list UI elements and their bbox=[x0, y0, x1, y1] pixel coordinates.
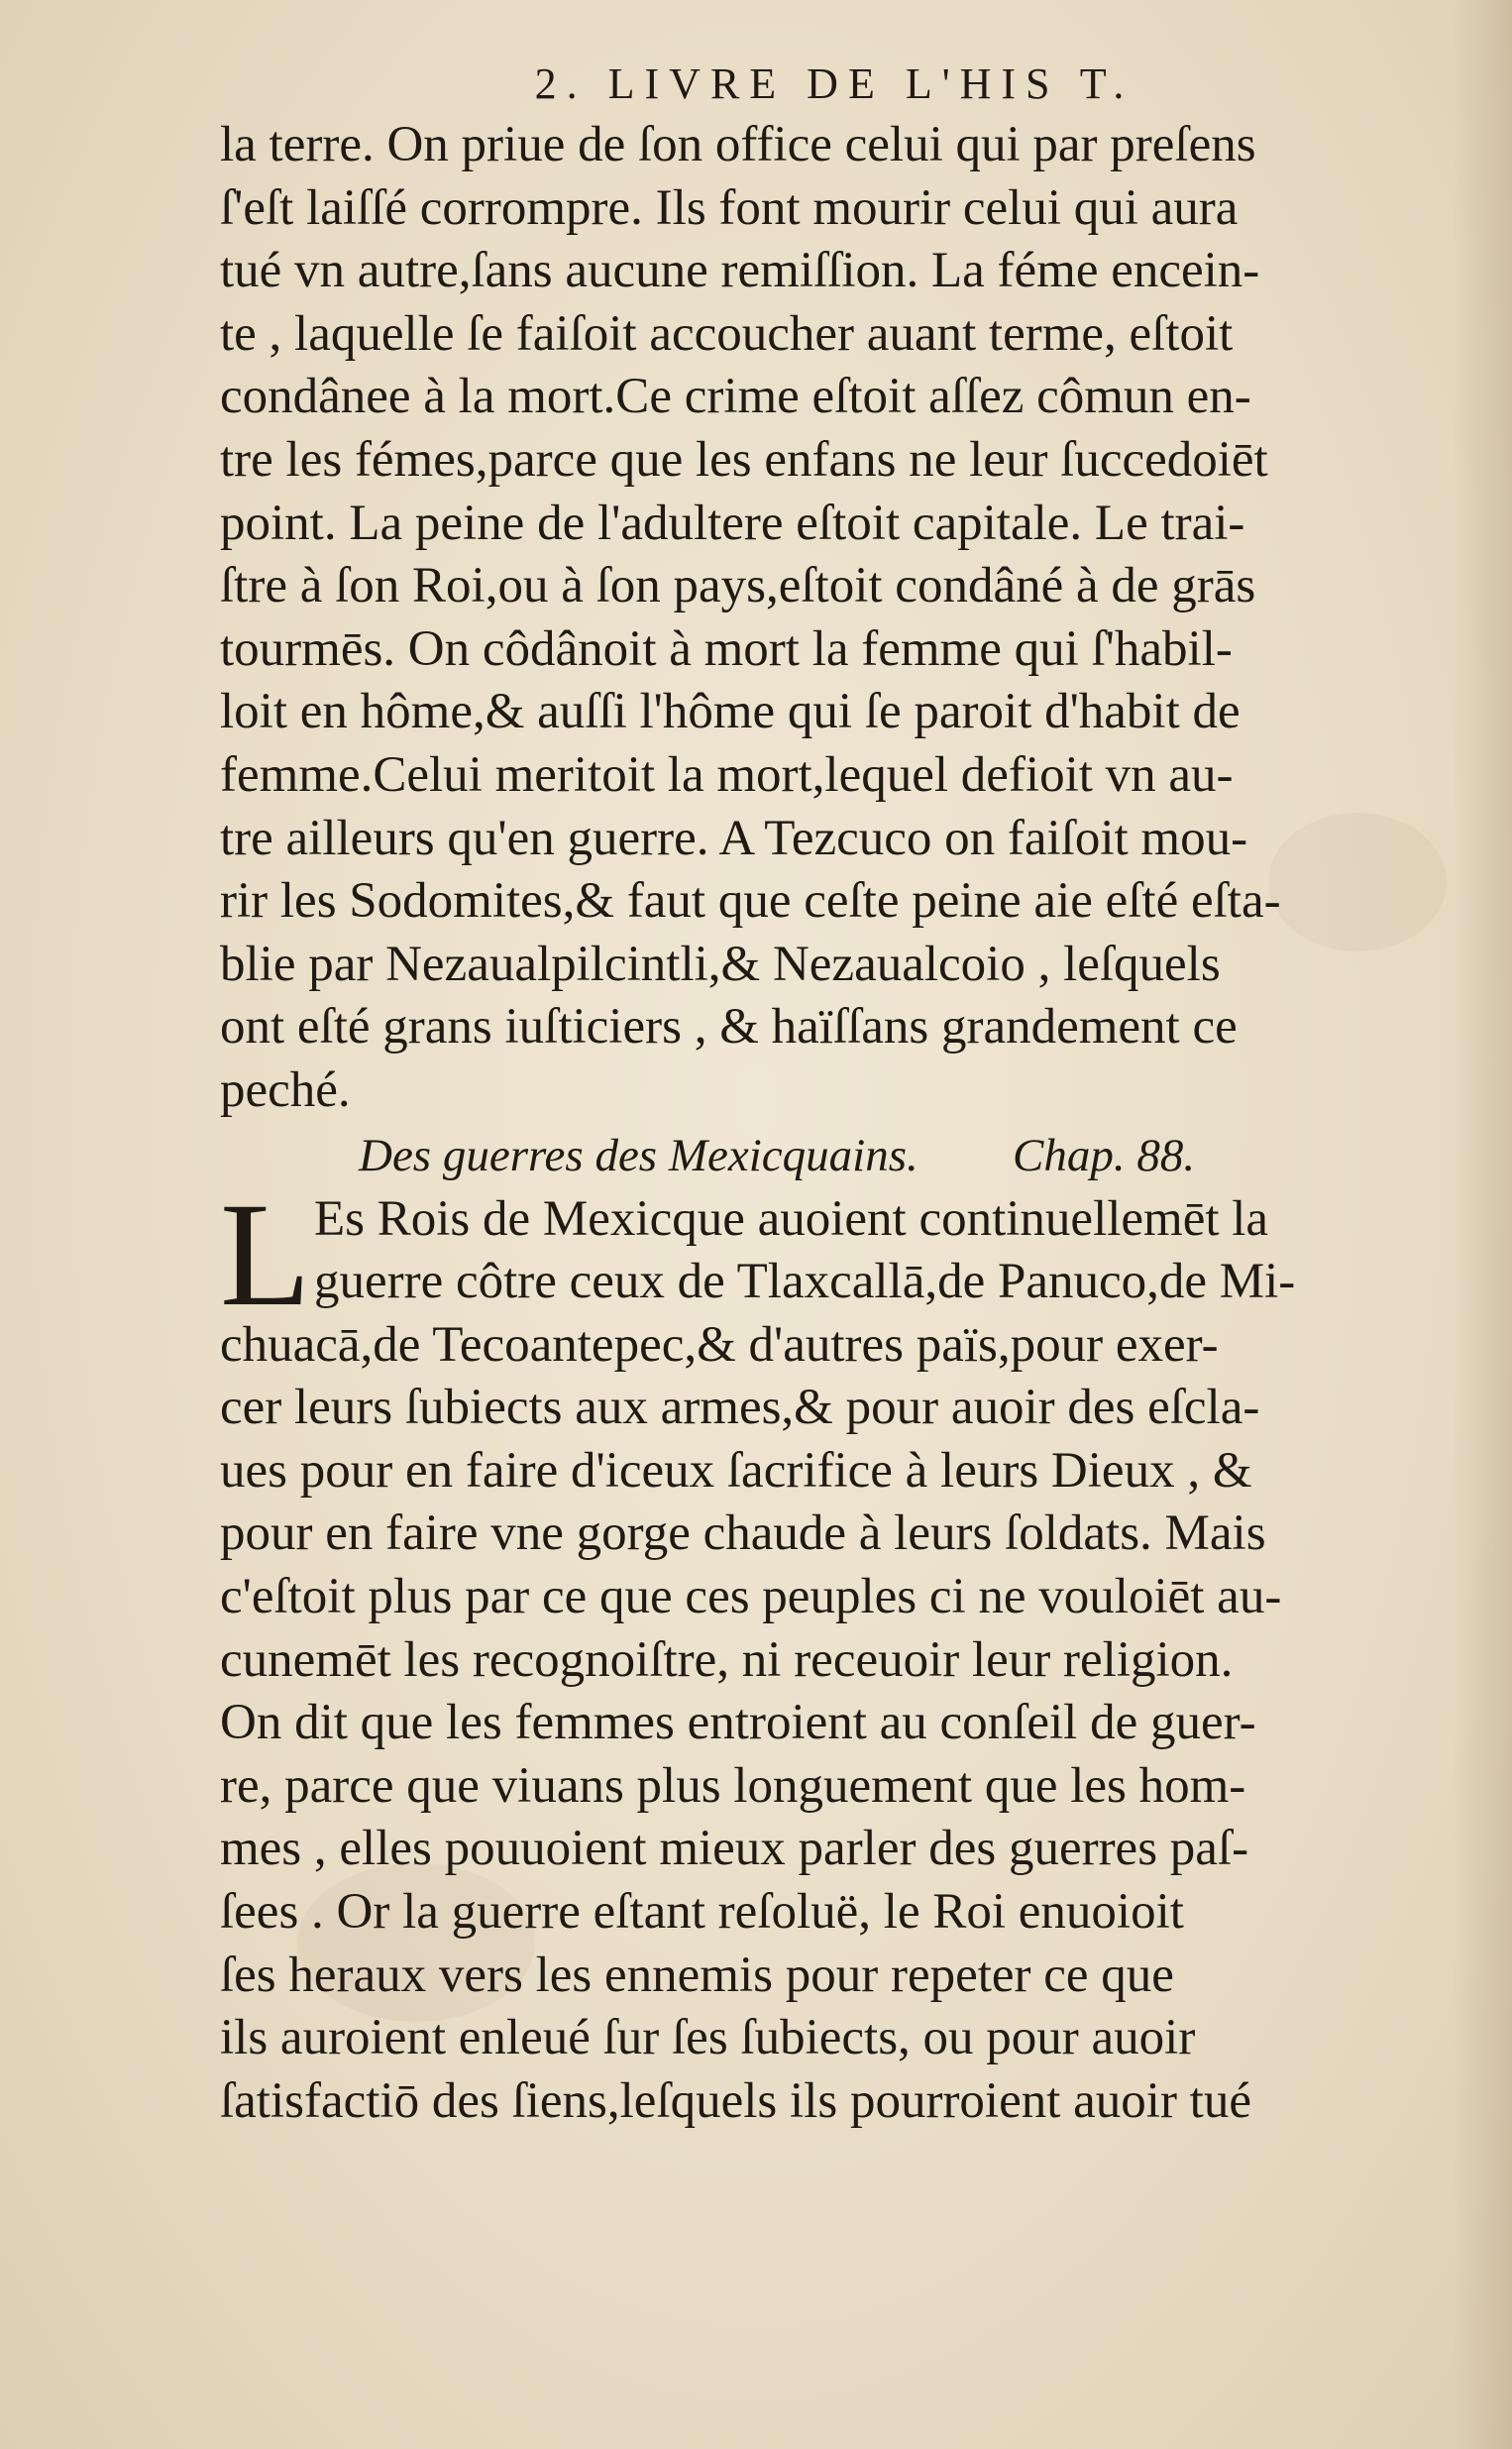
text-line: condânee à la mort.Ce crime eſtoit aſſez cômun en- bbox=[220, 369, 1251, 425]
text-line: c'eſtoit plus par ce que ces peuples ci ne vouloiēt au- bbox=[220, 1569, 1282, 1625]
text-line: tre les fémes,parce que les enfans ne leur ſuccedoiēt bbox=[220, 431, 1268, 488]
text-line: cunemēt les recognoiſtre, ni receuoir leur religion. bbox=[220, 1631, 1234, 1688]
text-line: rir les Sodomites,& faut que ceſte peine aie eſté eſta- bbox=[220, 873, 1281, 930]
text-line: guerre côtre ceux de Tlaxcallā,de Panuco,de Mi- bbox=[314, 1254, 1296, 1310]
text-line: pour en faire vne gorge chaude à leurs ſoldats. Mais bbox=[220, 1505, 1266, 1562]
text-line: ues pour en faire d'iceux ſacrifice à leurs Dieux , & bbox=[220, 1442, 1252, 1499]
text-line: re, parce que viuans plus longuement que les hom- bbox=[220, 1757, 1246, 1814]
text-line: peché. bbox=[220, 1061, 351, 1118]
text-line: tourmēs. On côdânoit à mort la femme qui ſ'habil- bbox=[220, 620, 1233, 677]
text-line: chuacā,de Tecoantepec,& d'autres païs,pour exer- bbox=[220, 1316, 1219, 1373]
drop-cap: L bbox=[220, 1171, 311, 1337]
text-line: blie par Nezaualpilcintli,& Nezaualcoio , leſquels bbox=[220, 936, 1221, 992]
text-line: On dit que les femmes entroient au conſeil de guer- bbox=[220, 1695, 1256, 1751]
text-line: femme.Celui meritoit la mort,lequel defioit vn au- bbox=[220, 746, 1234, 803]
page-edge-shadow bbox=[1453, 0, 1512, 2449]
text-line: tre ailleurs qu'en guerre. A Tezcuco on faiſoit mou- bbox=[220, 810, 1248, 866]
text-line: ont eſté grans iuſticiers , & haïſſans grandement ce bbox=[220, 999, 1238, 1056]
chapter-title: Des guerres des Mexicquains. bbox=[359, 1129, 918, 1181]
text-line: ſees . Or la guerre eſtant reſoluë, le Roi enuoioit bbox=[220, 1884, 1184, 1941]
text-line: point. La peine de l'adultere eſtoit capitale. Le trai- bbox=[220, 495, 1245, 551]
text-line: ſatisfactiō des ſiens,leſquels ils pourroient auoir tué bbox=[220, 2072, 1251, 2129]
chapter-body bbox=[220, 1171, 1409, 2134]
text-line: ſtre à ſon Roi,ou à ſon pays,eſtoit condâné à de grās bbox=[220, 558, 1256, 614]
text-line: la terre. On priue de ſon office celui qui par preſens bbox=[220, 117, 1256, 172]
text-line: te , laquelle ſe faiſoit accoucher auant terme, eſtoit bbox=[220, 305, 1234, 362]
running-head: 2. LIVRE DE L'HIS T. bbox=[534, 59, 1134, 108]
text-line: tué vn autre,ſans aucune remiſſion. La féme encein- bbox=[220, 243, 1260, 299]
text-line: Es Rois de Mexicque auoient continuellemēt la bbox=[314, 1190, 1269, 1247]
text-line: cer leurs ſubiects aux armes,& pour auoir des eſcla- bbox=[220, 1380, 1260, 1436]
text-line: ſ'eſt laiſſé corrompre. Ils font mourir celui qui aura bbox=[220, 179, 1239, 236]
chapter-heading bbox=[220, 1123, 1409, 1188]
chapter-number: Chap. 88. bbox=[1013, 1129, 1196, 1181]
text-line: mes , elles pouuoient mieux parler des guerres paſ- bbox=[220, 1821, 1249, 1877]
page-text bbox=[220, 55, 1409, 2133]
text-line: ſes heraux vers les ennemis pour repeter ce que bbox=[220, 1947, 1174, 2003]
text-line: ils auroient enleué ſur ſes ſubiects, ou pour auoir bbox=[220, 2010, 1196, 2066]
text-line: loit en hôme,& auſſi l'hôme qui ſe paroit d'habit de bbox=[220, 684, 1241, 740]
